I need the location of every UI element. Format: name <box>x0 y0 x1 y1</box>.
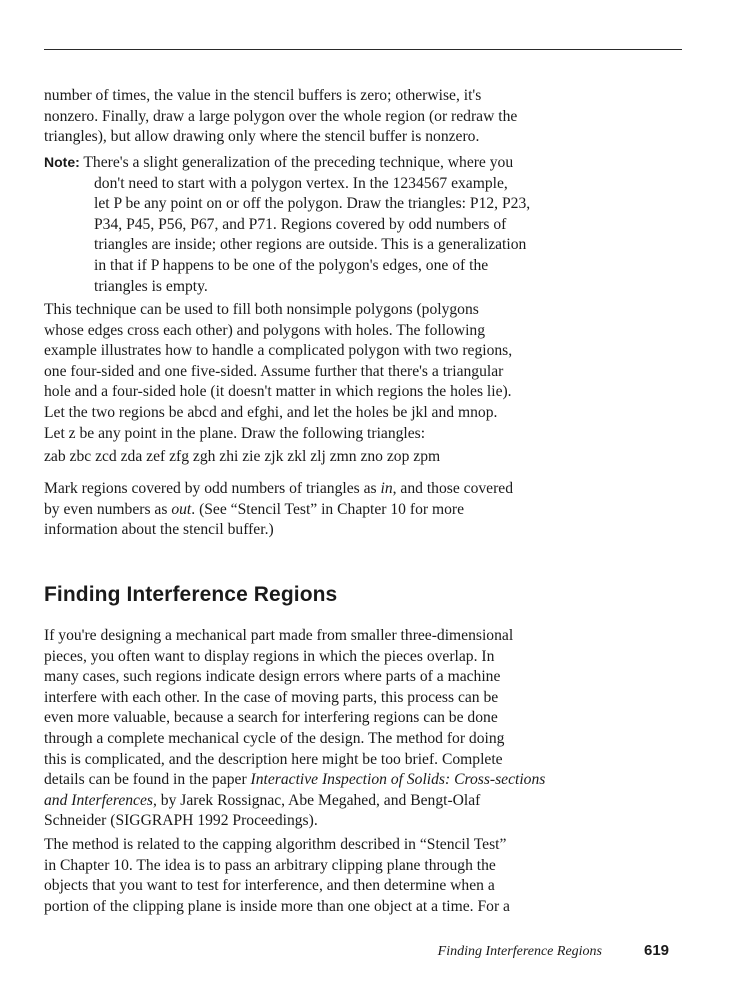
paragraph-capping-method <box>44 835 664 917</box>
paragraph-mechanical-parts <box>44 626 664 832</box>
text-line: objects that you want to test for interference, and then determine when a <box>44 877 495 895</box>
text-line: number of times, the value in the stencil buffers is zero; otherwise, it's <box>44 87 482 104</box>
text-run: . (See “Stencil Test” in Chapter 10 for more <box>191 500 464 518</box>
text-line: triangles is empty. <box>94 277 208 295</box>
text-line: hole and a four-sided hole (it doesn't matter in which regions the holes lie). <box>44 383 512 401</box>
text-line: information about the stencil buffer.) <box>44 521 274 539</box>
header-rule <box>44 49 682 50</box>
text-run: details can be found in the paper <box>44 771 251 789</box>
term-out: out <box>171 500 192 518</box>
text-line: There's a slight generalization of the preceding technique, where you <box>83 154 514 171</box>
text-line: this is complicated, and the description here might be too brief. Complete <box>44 750 503 768</box>
text-line: Schneider (SIGGRAPH 1992 Proceedings). <box>44 812 318 830</box>
text-line: Let the two regions be abcd and efghi, and let the holes be jkl and mnop. <box>44 403 498 421</box>
text-line: through a complete mechanical cycle of the design. The method for doing <box>44 729 505 747</box>
page-number: 619 <box>644 942 670 959</box>
running-footer-title: Finding Interference Regions <box>437 944 602 959</box>
text-line: let P be any point on or off the polygon. Draw the triangles: P12, P23, <box>94 195 531 213</box>
text-line: Let z be any point in the plane. Draw the following triangles: <box>44 424 426 442</box>
text-line: pieces, you often want to display regions in which the pieces overlap. In <box>44 647 495 665</box>
text-line: in Chapter 10. The idea is to pass an arbitrary clipping plane through the <box>44 856 496 874</box>
text-line: whose edges cross each other) and polygons with holes. The following <box>44 321 486 339</box>
text-line: even more valuable, because a search for interfering regions can be done <box>44 709 498 727</box>
text-line: P34, P45, P56, P67, and P71. Regions covered by odd numbers of <box>94 215 507 233</box>
note-block <box>44 152 664 297</box>
text-run: Mark regions covered by odd numbers of triangles as <box>44 480 381 497</box>
text-line: interfere with each other. In the case of moving parts, this process can be <box>44 688 499 706</box>
paper-title: Interactive Inspection of Solids: Cross-sections <box>250 771 546 789</box>
text-line: don't need to start with a polygon vertex. In the 1234567 example, <box>94 174 508 192</box>
section-heading: Finding Interference Regions <box>44 583 338 606</box>
text-line: triangles are inside; other regions are outside. This is a generalization <box>94 236 527 254</box>
text-line: This technique can be used to fill both nonsimple polygons (polygons <box>44 301 479 318</box>
paragraph-polygons-with-holes <box>44 300 664 444</box>
triangle-list <box>44 447 664 468</box>
text-line: example illustrates how to handle a complicated polygon with two regions, <box>44 342 513 360</box>
paper-title: and Interferences <box>44 791 153 809</box>
term-in: in <box>380 480 393 497</box>
text-line: nonzero. Finally, draw a large polygon over the whole region (or redraw the <box>44 107 518 125</box>
text-line: If you're designing a mechanical part made from smaller three-dimensional <box>44 627 514 644</box>
text-line: portion of the clipping plane is inside more than one object at a time. For a <box>44 897 510 915</box>
text-line: triangles), but allow drawing only where the stencil buffer is nonzero. <box>44 128 480 146</box>
note-label: Note: <box>44 154 80 170</box>
text-line: in that if P happens to be one of the polygon's edges, one of the <box>94 256 489 274</box>
text-run: , by Jarek Rossignac, Abe Megahed, and Bengt-Olaf <box>152 791 481 809</box>
text-run: , and those covered <box>392 480 513 497</box>
text-line: one four-sided and one five-sided. Assume further that there's a triangular <box>44 362 504 380</box>
paragraph-stencil-intro <box>44 86 664 148</box>
paragraph-odd-even <box>44 479 664 541</box>
text-line: zab zbc zcd zda zef zfg zgh zhi zie zjk zkl zlj zmn zno zop zpm <box>44 448 441 465</box>
text-line: The method is related to the capping algorithm described in “Stencil Test” <box>44 836 507 853</box>
text-run: by even numbers as <box>44 500 172 518</box>
text-line: many cases, such regions indicate design errors where parts of a machine <box>44 668 501 686</box>
